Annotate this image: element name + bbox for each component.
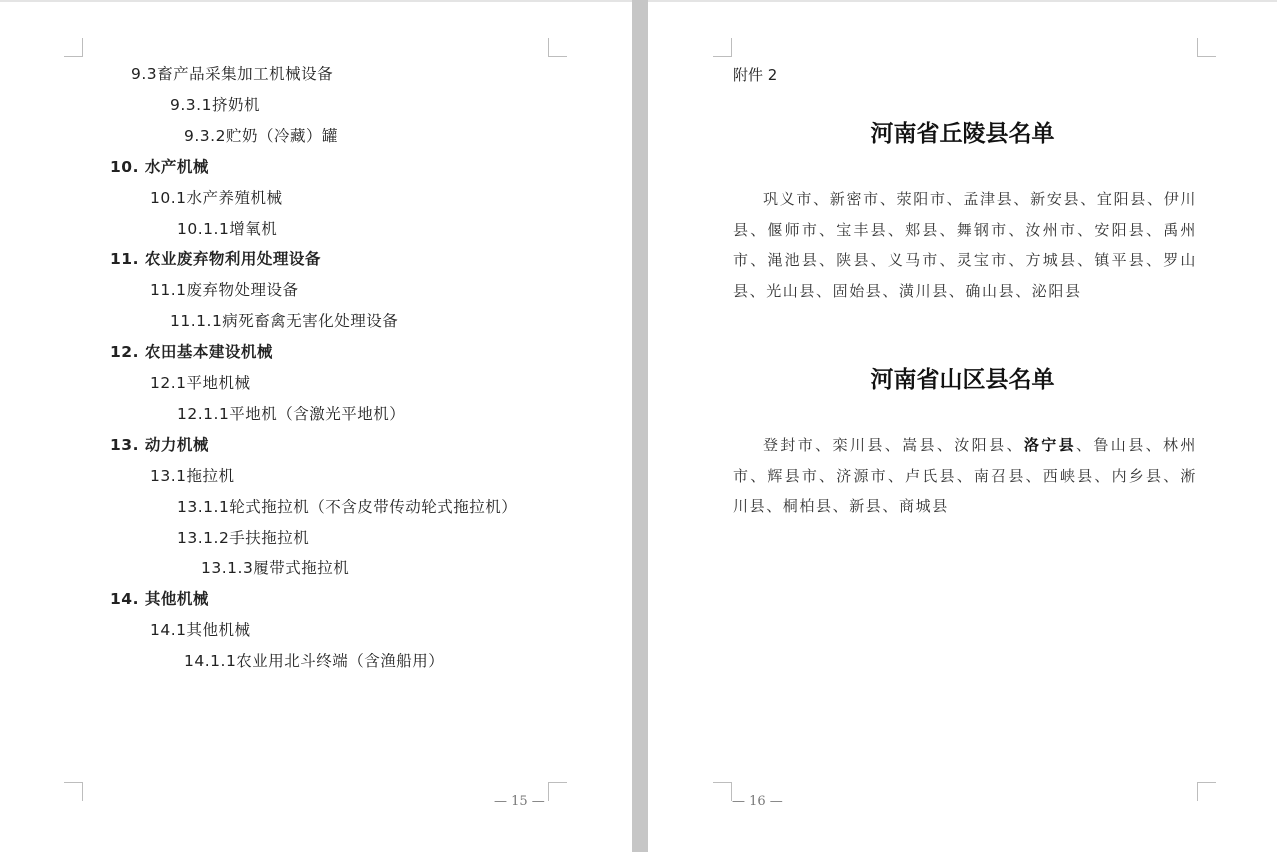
section-title-hilly-counties: 河南省丘陵县名单 xyxy=(870,120,1055,147)
toc-item: 10.1.1增氧机 xyxy=(177,219,278,238)
toc-item: 9.3.2贮奶（冷藏）罐 xyxy=(184,126,338,145)
hilly-counties-list: 巩义市、新密市、荥阳市、孟津县、新安县、宜阳县、伊川县、偃师市、宝丰县、郏县、舞钢市、汝州市、安阳县、禹州市、渑池县、陕县、义马市、灵宝市、方城县、镇平县、罗山县、光山县、固始县、潢川县、确山县、泌阳县 xyxy=(733,190,1197,300)
toc-item: 14.1其他机械 xyxy=(150,621,251,640)
page-top-edge xyxy=(0,0,632,2)
toc-item: 13.1.3履带式拖拉机 xyxy=(201,559,350,578)
toc-item: 11.1.1病死畜禽无害化处理设备 xyxy=(170,312,399,331)
toc-chapter-heading: 10. 水产机械 xyxy=(110,157,209,176)
toc-chapter-heading: 11. 农业废弃物利用处理设备 xyxy=(110,250,321,269)
page-gutter xyxy=(632,0,648,852)
toc-chapter-heading: 14. 其他机械 xyxy=(110,590,209,609)
toc-chapter-heading: 12. 农田基本建设机械 xyxy=(110,343,273,362)
crop-mark-top-left xyxy=(713,38,732,57)
crop-mark-bottom-left xyxy=(713,782,732,801)
toc-item: 9.3畜产品采集加工机械设备 xyxy=(131,65,334,83)
mountain-counties-list xyxy=(733,430,1197,522)
toc-item: 10.1水产养殖机械 xyxy=(150,188,283,207)
toc-item: 12.1平地机械 xyxy=(150,374,251,392)
page-top-edge xyxy=(648,0,1277,2)
highlighted-county: 洛宁县 xyxy=(1023,436,1077,454)
list-text: 登封市、栾川县、嵩县、汝阳县、 xyxy=(763,436,1024,454)
toc-item: 11.1废弃物处理设备 xyxy=(150,281,299,300)
toc-chapter-heading: 13. 动力机械 xyxy=(110,435,209,454)
toc-item: 9.3.1挤奶机 xyxy=(170,95,260,114)
document-page-16 xyxy=(648,0,1277,852)
crop-mark-top-right xyxy=(1197,38,1216,57)
toc-item: 13.1.1轮式拖拉机（不含皮带传动轮式拖拉机） xyxy=(177,497,518,516)
section-title-mountain-counties: 河南省山区县名单 xyxy=(870,366,1055,393)
document-page-15 xyxy=(0,0,632,852)
toc-item: 12.1.1平地机（含激光平地机） xyxy=(177,404,406,423)
crop-mark-top-right xyxy=(548,38,567,57)
toc-item: 14.1.1农业用北斗终端（含渔船用） xyxy=(184,652,445,671)
page-number: — 15 — xyxy=(494,794,545,809)
attachment-label: 附件 2 xyxy=(733,66,778,84)
page-number: — 16 — xyxy=(732,794,783,809)
toc-item: 13.1拖拉机 xyxy=(150,466,235,485)
list-text: 、鲁山县、林州市、辉县市、济源市、卢氏县、南召县、西峡县、内乡县、淅川县、桐柏县、新县、商城县 xyxy=(733,436,1197,515)
crop-mark-bottom-right xyxy=(1197,782,1216,801)
crop-mark-bottom-left xyxy=(64,782,83,801)
toc-item: 13.1.2手扶拖拉机 xyxy=(177,528,310,547)
crop-mark-top-left xyxy=(64,38,83,57)
crop-mark-bottom-right xyxy=(548,782,567,801)
